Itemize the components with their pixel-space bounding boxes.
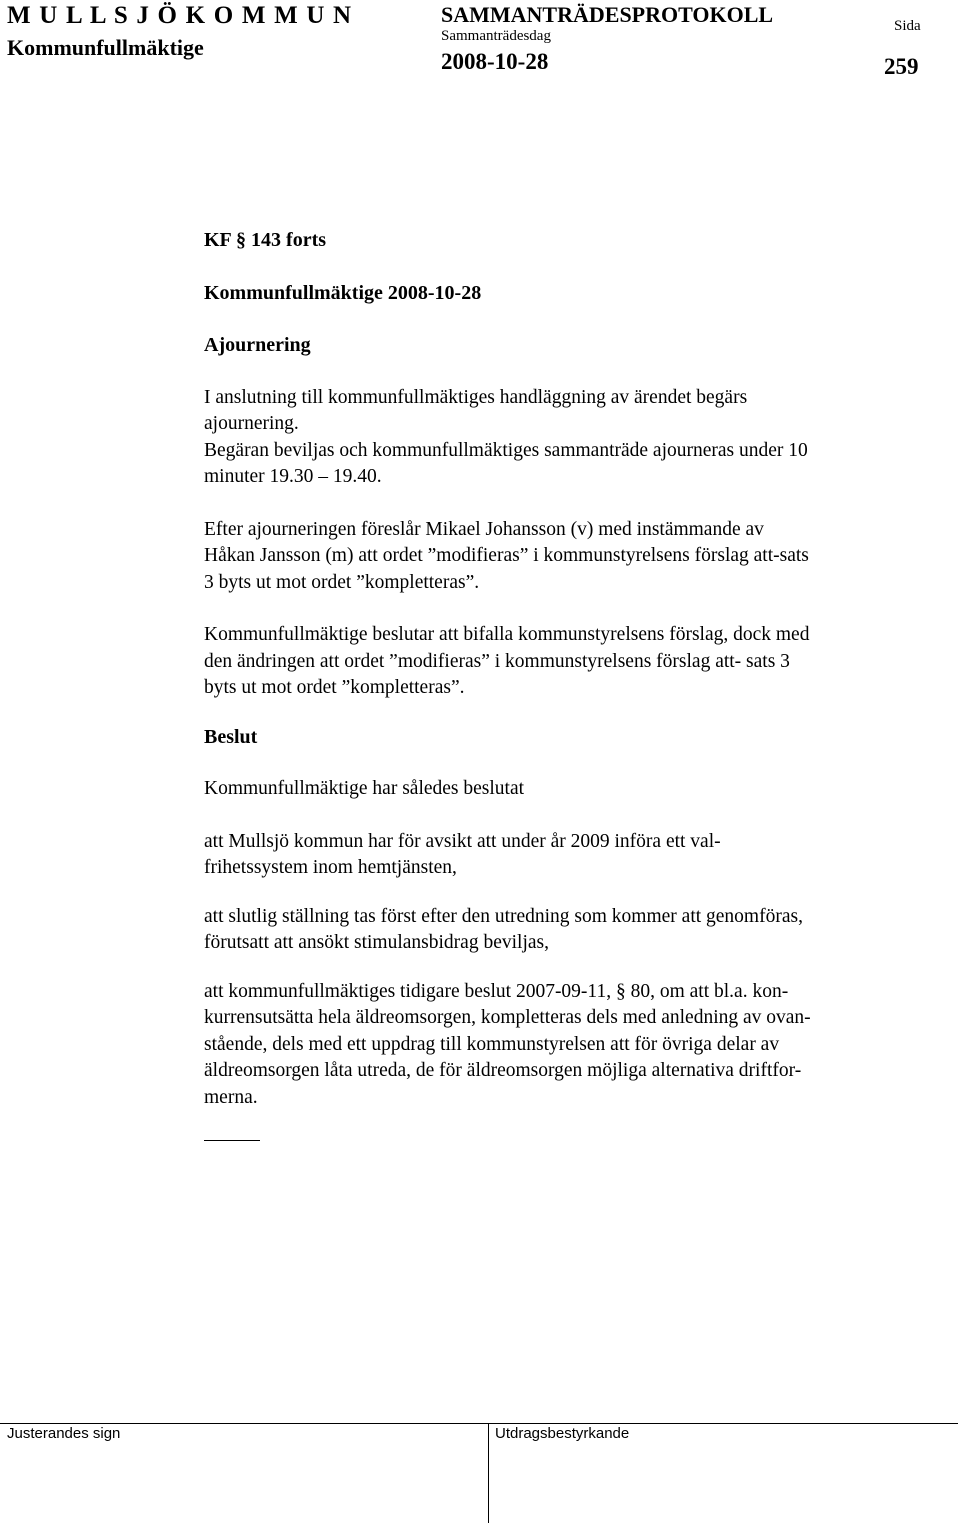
signature-field-label: Justerandes sign: [7, 1425, 121, 1442]
section-id: KF § 143 forts: [204, 229, 327, 251]
text-line: Efter ajourneringen föreslår Mikael Johansson (v) med instämmande av: [204, 518, 764, 540]
decision-item-3: [204, 979, 929, 1112]
subheading-ajournering: Ajournering: [204, 334, 311, 356]
text-line: frihetssystem inom hemtjänsten,: [204, 857, 457, 878]
text-line: kurrensutsätta hela äldreomsorgen, kompletteras dels med anledning av ovan-: [204, 1007, 811, 1028]
page-number: 259: [884, 54, 919, 79]
end-of-section-rule: [204, 1140, 260, 1141]
text-line: att slutlig ställning tas först efter den utredning som kommer att genomföras,: [204, 905, 803, 927]
text-line: Kommunfullmäktige beslutar att bifalla kommunstyrelsens förslag, dock med: [204, 624, 810, 645]
text-line: minuter 19.30 – 19.40.: [204, 466, 382, 487]
body-name: Kommunfullmäktige: [7, 35, 204, 60]
meeting-date: 2008-10-28: [441, 49, 549, 74]
decision-heading: Beslut: [204, 725, 258, 748]
section-title: Kommunfullmäktige 2008-10-28: [204, 281, 482, 304]
text-line: stående, dels med ett uppdrag till kommunstyrelsen att för övriga delar av: [204, 1033, 780, 1055]
page-label: Sida: [894, 18, 921, 34]
decision-intro: Kommunfullmäktige har således beslutat: [204, 778, 525, 799]
municipality-name: M U L L S J Ö K O M M U N: [7, 2, 353, 29]
paragraph-adjournment-request: [204, 385, 929, 491]
text-line: att Mullsjö kommun har för avsikt att under år 2009 införa ett val-: [204, 830, 721, 852]
meeting-date-label: Sammanträdesdag: [441, 28, 551, 44]
footer-divider: [0, 1423, 958, 1424]
protocol-body: [204, 227, 929, 1111]
text-line: den ändringen att ordet ”modifieras” i kommunstyrelsens förslag att- sats 3: [204, 650, 790, 672]
text-line: merna.: [204, 1086, 258, 1108]
text-line: att kommunfullmäktiges tidigare beslut 2007-09-11, § 80, om att bl.a. kon-: [204, 980, 789, 1002]
footer-column-divider: [488, 1423, 489, 1523]
decision-item-2: [204, 904, 929, 957]
text-line: I anslutning till kommunfullmäktiges handläggning av ärendet begärs: [204, 386, 748, 408]
text-line: äldreomsorgen låta utreda, de för äldreomsorgen möjliga alternativa driftfor-: [204, 1060, 802, 1081]
document-type: SAMMANTRÄDESPROTOKOLL: [441, 2, 774, 27]
text-line: ajournering.: [204, 413, 299, 434]
text-line: förutsatt att ansökt stimulansbidrag beviljas,: [204, 932, 549, 953]
paragraph-resolution: [204, 622, 929, 702]
text-line: Begäran beviljas och kommunfullmäktiges sammanträde ajourneras under 10: [204, 439, 808, 461]
text-line: 3 byts ut mot ordet ”kompletteras”.: [204, 571, 480, 593]
text-line: Håkan Jansson (m) att ordet ”modifieras” i kommunstyrelsens förslag att-sats: [204, 545, 809, 566]
certification-field-label: Utdragsbestyrkande: [495, 1425, 630, 1442]
text-line: byts ut mot ordet ”kompletteras”.: [204, 677, 465, 698]
paragraph-proposal: [204, 517, 929, 597]
decision-item-1: [204, 829, 929, 882]
